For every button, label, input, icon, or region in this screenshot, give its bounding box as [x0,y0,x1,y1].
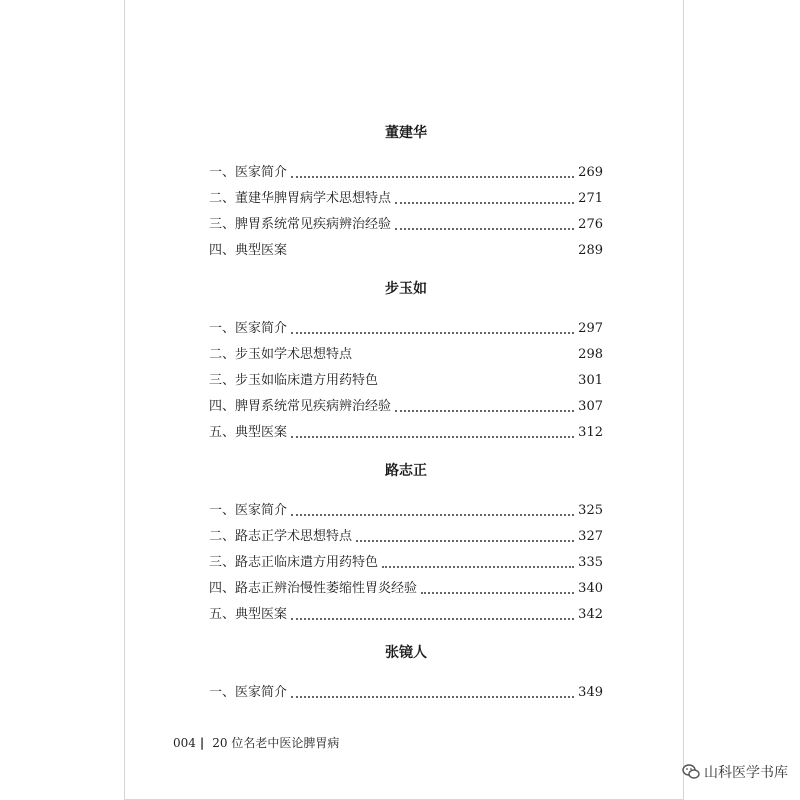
toc-entry[interactable] [209,680,603,706]
entry-page-number: 325 [578,503,603,518]
dot-leader [291,514,574,516]
toc-entry[interactable] [209,498,603,524]
toc-entry[interactable] [209,576,603,602]
document-page [124,0,684,800]
entry-label: 五、典型医案 [209,425,288,440]
entry-label: 二、步玉如学术思想特点 [209,347,353,362]
entry-page-number: 335 [578,555,603,570]
toc-section [209,458,603,628]
footer-page-number: 004 [173,735,196,750]
entry-page-number: 301 [578,373,603,388]
toc-entry[interactable] [209,316,603,342]
section-title: 董建华 [385,125,427,141]
entry-page-number: 342 [578,607,603,622]
entry-label: 一、医家简介 [209,321,288,336]
entry-label: 五、典型医案 [209,607,288,622]
entry-label: 三、步玉如临床遣方用药特色 [209,373,379,388]
entry-label: 三、脾胃系统常见疾病辨治经验 [209,217,392,232]
toc-entry[interactable] [209,342,603,368]
entry-label: 四、典型医案 [209,243,288,258]
dot-leader [291,176,574,178]
dot-leader [421,592,574,594]
toc-entry[interactable] [209,420,603,446]
footer-separator: | [199,735,205,750]
page-footer [173,734,339,751]
toc-entry[interactable] [209,602,603,628]
entry-page-number: 298 [578,347,603,362]
toc-section [209,120,603,264]
table-of-contents [209,120,603,706]
entry-page-number: 269 [578,165,603,180]
dot-leader [356,540,574,542]
dot-leader [291,332,574,334]
toc-entry[interactable] [209,550,603,576]
entry-page-number: 340 [578,581,603,596]
section-title: 步玉如 [385,281,427,297]
dot-leader [395,410,574,412]
entry-page-number: 271 [578,191,603,206]
toc-entry[interactable] [209,186,603,212]
wechat-icon [682,764,700,780]
section-title: 张镜人 [385,645,427,661]
dot-leader [395,202,574,204]
entry-label: 一、医家简介 [209,165,288,180]
toc-entry[interactable] [209,394,603,420]
dot-leader [291,436,574,438]
toc-entry[interactable] [209,524,603,550]
entry-label: 二、路志正学术思想特点 [209,529,353,544]
section-title: 路志正 [385,463,427,479]
entry-label: 二、董建华脾胃病学术思想特点 [209,191,392,206]
watermark-text: 山科医学书库 [704,765,788,781]
entry-label: 四、路志正辨治慢性萎缩性胃炎经验 [209,581,418,596]
toc-entry[interactable] [209,212,603,238]
toc-entry[interactable] [209,238,603,264]
dot-leader [395,228,574,230]
entry-page-number: 312 [578,425,603,440]
entry-page-number: 297 [578,321,603,336]
toc-section [209,276,603,446]
dot-leader [291,696,574,698]
entry-page-number: 289 [578,243,603,258]
entry-label: 三、路志正临床遣方用药特色 [209,555,379,570]
toc-entry[interactable] [209,368,603,394]
entry-label: 一、医家简介 [209,503,288,518]
entry-page-number: 327 [578,529,603,544]
watermark [682,762,788,782]
entry-page-number: 276 [578,217,603,232]
footer-book-title: 20 位名老中医论脾胃病 [212,736,340,750]
dot-leader [291,618,574,620]
dot-leader [382,566,574,568]
entry-label: 一、医家简介 [209,685,288,700]
toc-section [209,640,603,706]
entry-page-number: 349 [578,685,603,700]
toc-entry[interactable] [209,160,603,186]
entry-label: 四、脾胃系统常见疾病辨治经验 [209,399,392,414]
entry-page-number: 307 [578,399,603,414]
